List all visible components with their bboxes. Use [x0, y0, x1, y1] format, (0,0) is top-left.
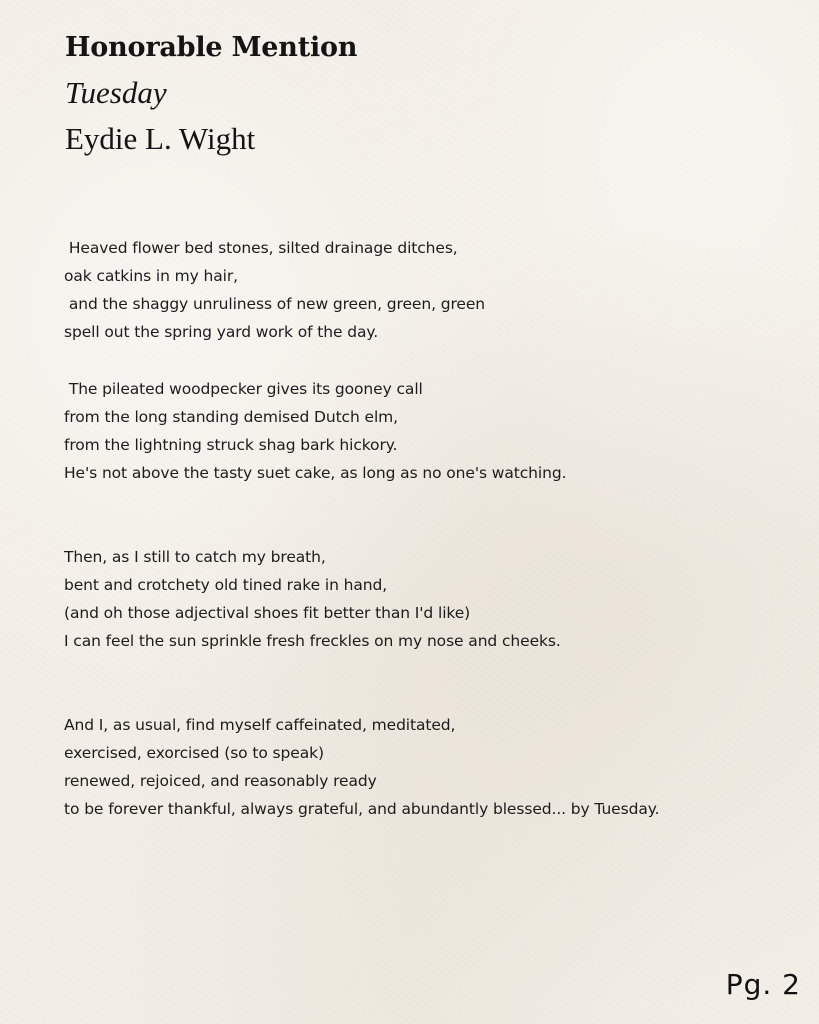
poem-title: Tuesday [65, 75, 167, 110]
stanza-1 [64, 234, 485, 346]
poem-line: Then, as I still to catch my breath, [64, 548, 326, 566]
poem-author: Eydie L. Wight [65, 121, 256, 156]
poem-line: exercised, exorcised (so to speak) [64, 744, 324, 762]
stanza-3 [64, 543, 561, 655]
page-number: Pg. 2 [725, 968, 801, 1001]
poem-header [65, 26, 357, 162]
poem-line: to be forever thankful, always grateful, and abundantly blessed... by Tuesday. [64, 800, 660, 818]
poem-line: I can feel the sun sprinkle fresh freckles on my nose and cheeks. [64, 632, 561, 650]
poem-line: renewed, rejoiced, and reasonably ready [64, 772, 377, 790]
poem-line: spell out the spring yard work of the day. [64, 323, 379, 341]
award-heading: Honorable Mention [65, 32, 358, 63]
poem-line: from the long standing demised Dutch elm, [64, 408, 398, 426]
poem-line: and the shaggy unruliness of new green, green, green [64, 295, 485, 313]
poem-line: The pileated woodpecker gives its gooney call [64, 380, 423, 398]
poem-line: (and oh those adjectival shoes fit better than I'd like) [64, 604, 471, 622]
stanza-4 [64, 711, 659, 823]
poem-line: from the lightning struck shag bark hickory. [64, 436, 398, 454]
poem-line: And I, as usual, find myself caffeinated, meditated, [64, 716, 456, 734]
poem-line: bent and crotchety old tined rake in hand, [64, 576, 388, 594]
poem-line: oak catkins in my hair, [64, 267, 238, 285]
poem-line: He's not above the tasty suet cake, as long as no one's watching. [64, 464, 567, 482]
stanza-2 [64, 375, 566, 487]
poem-line: Heaved flower bed stones, silted drainage ditches, [64, 239, 458, 257]
